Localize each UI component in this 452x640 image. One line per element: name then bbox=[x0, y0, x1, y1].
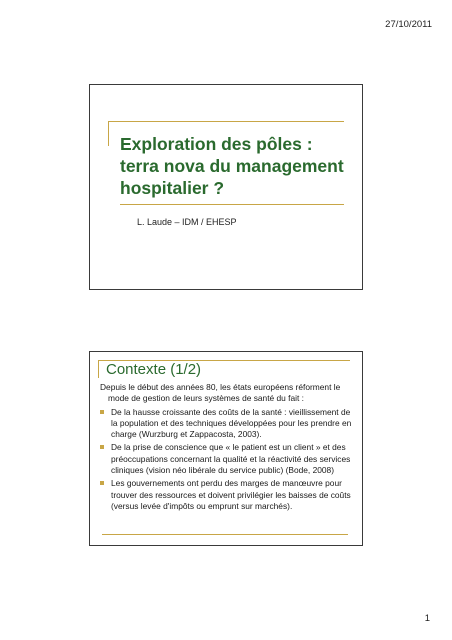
slide-body bbox=[100, 382, 358, 514]
slide-intro-text: Depuis le début des années 80, les états européens réforment le mode de gestion de leurs systèmes de santé du fait : bbox=[100, 382, 341, 404]
slide-accent-line-bottom bbox=[102, 534, 348, 535]
square-bullet-icon bbox=[100, 445, 104, 449]
slide-title bbox=[89, 84, 363, 290]
slide-title-heading: Exploration des pôles : terra nova du management hospitalier ? bbox=[120, 134, 344, 198]
slide-contexte bbox=[89, 351, 363, 546]
list-item-text: Les gouvernements ont perdu des marges de manœuvre pour trouver des ressources et doivent privilégier les baisses de coûts (versus levée d'impôts ou emprunt sur marchés). bbox=[111, 478, 351, 511]
slide-heading: Contexte (1/2) bbox=[106, 361, 202, 378]
bullet-list bbox=[100, 407, 358, 513]
list-item-text: De la prise de conscience que « le patient est un client » et des préoccupations concernant la qualité et la réactivité des services cliniques (vision néo libérale du service public) (Bode, 2008) bbox=[111, 442, 351, 476]
list-item bbox=[100, 407, 358, 441]
list-item bbox=[100, 478, 358, 512]
square-bullet-icon bbox=[100, 410, 104, 414]
square-bullet-icon bbox=[100, 481, 104, 485]
slide-author-subtitle: L. Laude – IDM / EHESP bbox=[137, 217, 237, 227]
list-item-text: De la hausse croissante des coûts de la santé : vieillissement de la population et des techniques développées pour les prendre en charge (Wurzburg et Zappacosta, 2003). bbox=[111, 406, 352, 440]
slide-accent-line-vertical bbox=[108, 121, 109, 146]
slide-accent-line-vertical bbox=[98, 360, 99, 378]
slide-accent-line-top bbox=[108, 121, 344, 122]
page-date: 27/10/2011 bbox=[385, 19, 432, 30]
list-item bbox=[100, 442, 358, 476]
page-number: 1 bbox=[424, 613, 430, 624]
slide-accent-line-bottom bbox=[120, 204, 344, 205]
